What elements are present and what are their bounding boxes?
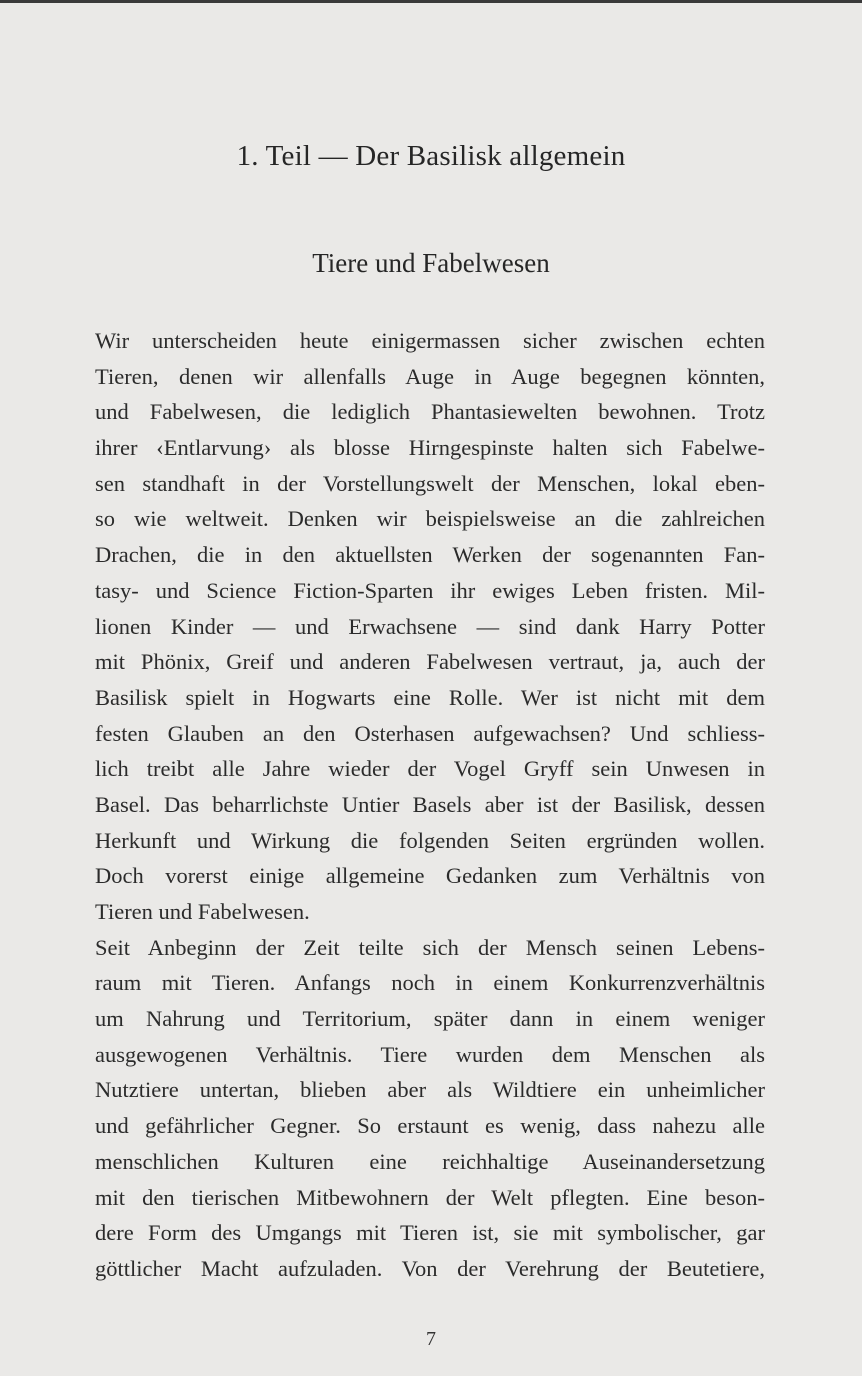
text-line: und gefährlicher Gegner. So erstaunt es wenig, dass nahezu alle — [95, 1113, 765, 1139]
text-line: sen standhaft in der Vorstellungswelt der Menschen, lokal eben- — [95, 470, 765, 496]
body-text — [95, 323, 765, 1287]
text-line: so wie weltweit. Denken wir beispielsweise an die zahlreichen — [95, 506, 765, 532]
page-number: 7 — [426, 1328, 436, 1350]
text-line: lich treibt alle Jahre wieder der Vogel Gryff sein Unwesen in — [95, 756, 765, 782]
text-line: Tieren und Fabelwesen. — [95, 899, 310, 924]
text-line: Tieren, denen wir allenfalls Auge in Auge begegnen könnten, — [95, 363, 765, 389]
text-line: menschlichen Kulturen eine reichhaltige Auseinandersetzung — [95, 1148, 765, 1174]
text-line: Basel. Das beharrlichste Untier Basels aber ist der Basilisk, dessen — [95, 791, 765, 817]
text-line: Nutztiere untertan, blieben aber als Wildtiere ein unheimlicher — [95, 1077, 765, 1103]
text-line: Basilisk spielt in Hogwarts eine Rolle. Wer ist nicht mit dem — [95, 684, 765, 710]
text-line: mit Phönix, Greif und anderen Fabelwesen vertraut, ja, auch der — [95, 649, 765, 675]
text-line: Herkunft und Wirkung die folgenden Seiten ergründen wollen. — [95, 827, 765, 853]
text-line: ihrer ‹Entlarvung› als blosse Hirngespinste halten sich Fabelwe- — [95, 435, 765, 461]
text-line: lionen Kinder — und Erwachsene — sind dank Harry Potter — [95, 613, 765, 639]
text-line: göttlicher Macht aufzuladen. Von der Verehrung der Beutetiere, — [95, 1255, 765, 1281]
text-line: dere Form des Umgangs mit Tieren ist, sie mit symbolischer, gar — [95, 1220, 765, 1246]
text-line: Wir unterscheiden heute einigermassen sicher zwischen echten — [95, 328, 765, 353]
text-line: raum mit Tieren. Anfangs noch in einem Konkurrenzverhältnis — [95, 970, 765, 996]
text-line: ausgewogenen Verhältnis. Tiere wurden dem Menschen als — [95, 1041, 765, 1067]
chapter-title: 1. Teil — Der Basilisk allgemein — [236, 140, 626, 172]
text-line: um Nahrung und Territorium, später dann in einem weniger — [95, 1006, 765, 1032]
scan-top-border — [0, 0, 862, 3]
text-line: festen Glauben an den Osterhasen aufgewachsen? Und schliess- — [95, 720, 765, 746]
text-line: Drachen, die in den aktuellsten Werken der sogenannten Fan- — [95, 542, 765, 568]
text-line: und Fabelwesen, die lediglich Phantasiewelten bewohnen. Trotz — [95, 399, 765, 425]
text-line: tasy- und Science Fiction-Sparten ihr ewiges Leben fristen. Mil- — [95, 577, 765, 603]
text-line: Doch vorerst einige allgemeine Gedanken zum Verhältnis von — [95, 863, 765, 889]
section-title: Tiere und Fabelwesen — [312, 248, 550, 278]
text-line: mit den tierischen Mitbewohnern der Welt pflegten. Eine beson- — [95, 1184, 765, 1210]
text-line: Seit Anbeginn der Zeit teilte sich der Mensch seinen Lebens- — [95, 934, 765, 960]
